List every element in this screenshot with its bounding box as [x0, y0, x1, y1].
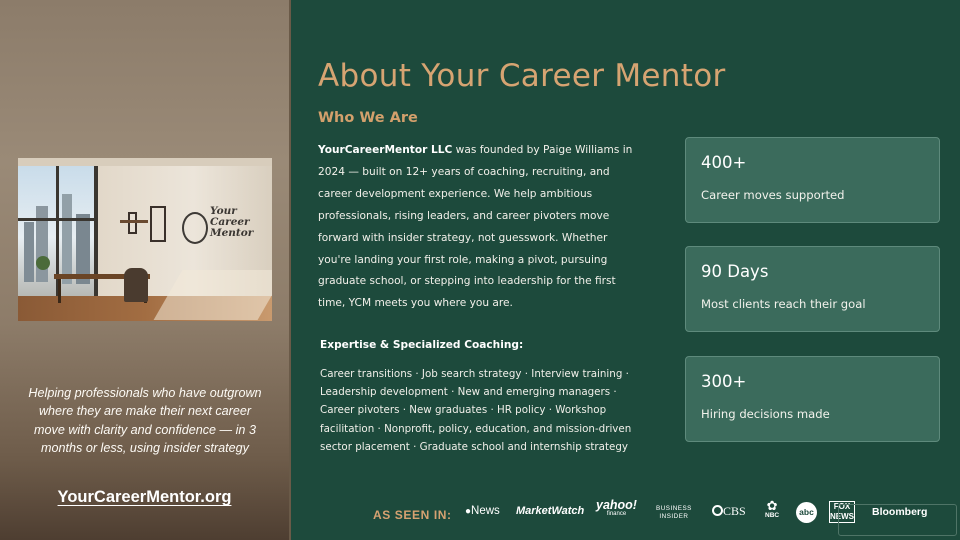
stat-card: [685, 137, 940, 223]
bloomberg-logo: Bloomberg: [872, 506, 928, 518]
outlet-subname: NEWS: [830, 512, 854, 521]
photo-building: [62, 194, 72, 284]
expertise-heading: Expertise & Specialized Coaching:: [320, 339, 524, 351]
panel-divider: [289, 0, 291, 540]
peacock-icon: ✿: [766, 498, 778, 513]
outlet-subname: finance: [606, 511, 627, 517]
photo-shelf: [120, 220, 148, 223]
cbs-eye-icon: [712, 505, 723, 516]
business-insider-logo: [656, 505, 692, 521]
outlet-name: BUSINESS: [656, 505, 692, 512]
photo-frame: [150, 206, 166, 242]
photo-building: [24, 222, 34, 282]
photo-desk-leg: [58, 279, 61, 303]
as-seen-in-label: AS SEEN IN:: [373, 508, 452, 522]
nbc-logo: [765, 498, 780, 521]
intro-text: was founded by Paige Williams in 2024 — built on 12+ years of coaching, recruiting, and career development experience. We help ambitious professionals, rising leaders, and career pivoters move forward with insider strategy, not guesswork. Whether you're landing your first role, making a pivot, pursuing graduate school, or stepping into leadership for the first time, YCM meets you where you are.: [318, 144, 633, 310]
page-title: About Your Career Mentor: [318, 58, 726, 94]
wall-logo-line: Mentor: [210, 227, 254, 239]
wall-logo-line: Your: [210, 205, 237, 217]
expertise-list: Career transitions · Job search strategy · Interview training · Leadership development · New and emerging managers · Career pivoters · New graduates · HR policy · Workshop facilitation · Nonprofit, policy, education, and mission-driven sector placement · Graduate school and internship strategy: [320, 368, 632, 453]
wall-logo-text: [210, 206, 253, 239]
apple-news-logo: [465, 505, 500, 517]
stat-label: Hiring decisions made: [701, 407, 830, 421]
outlet-subname: INSIDER: [659, 513, 689, 520]
photo-chair: [124, 268, 148, 302]
left-panel: [0, 0, 289, 540]
wall-logo-emblem-icon: [182, 212, 208, 244]
section-subtitle: Who We Are: [318, 110, 418, 126]
intro-paragraph: [318, 140, 636, 315]
outlet-name: yahoo!: [596, 498, 637, 512]
outlet-name: NBC: [765, 512, 780, 519]
wall-logo: [182, 206, 268, 250]
tagline: Helping professionals who have outgrown where they are make their next career move with clarity and confidence — in 3 months or less, using insider strategy: [28, 386, 262, 455]
outlet-name: FOX: [833, 502, 851, 511]
marketwatch-logo: MarketWatch: [516, 505, 585, 517]
stat-value: 90 Days: [701, 262, 769, 281]
cbs-logo: [712, 504, 746, 519]
outlet-name: News: [471, 505, 500, 517]
yahoo-finance-logo: [596, 498, 637, 519]
stat-label: Career moves supported: [701, 188, 845, 202]
outlet-name: CBS: [723, 504, 746, 518]
apple-icon: ●: [465, 506, 472, 517]
stat-value: 400+: [701, 153, 747, 172]
stat-label: Most clients reach their goal: [701, 297, 866, 311]
abc-logo: abc: [796, 502, 817, 523]
office-photo: [18, 158, 272, 321]
stat-card: [685, 356, 940, 442]
stat-value: 300+: [701, 372, 747, 391]
wall-logo-line: Career: [210, 216, 250, 228]
photo-plant: [36, 256, 50, 270]
website-link[interactable]: YourCareerMentor.org: [57, 488, 232, 506]
company-name: YourCareerMentor LLC: [318, 144, 453, 156]
photo-mullion: [18, 218, 98, 221]
stat-card: [685, 246, 940, 332]
photo-frame: [128, 212, 137, 234]
photo-ceiling: [18, 158, 272, 166]
